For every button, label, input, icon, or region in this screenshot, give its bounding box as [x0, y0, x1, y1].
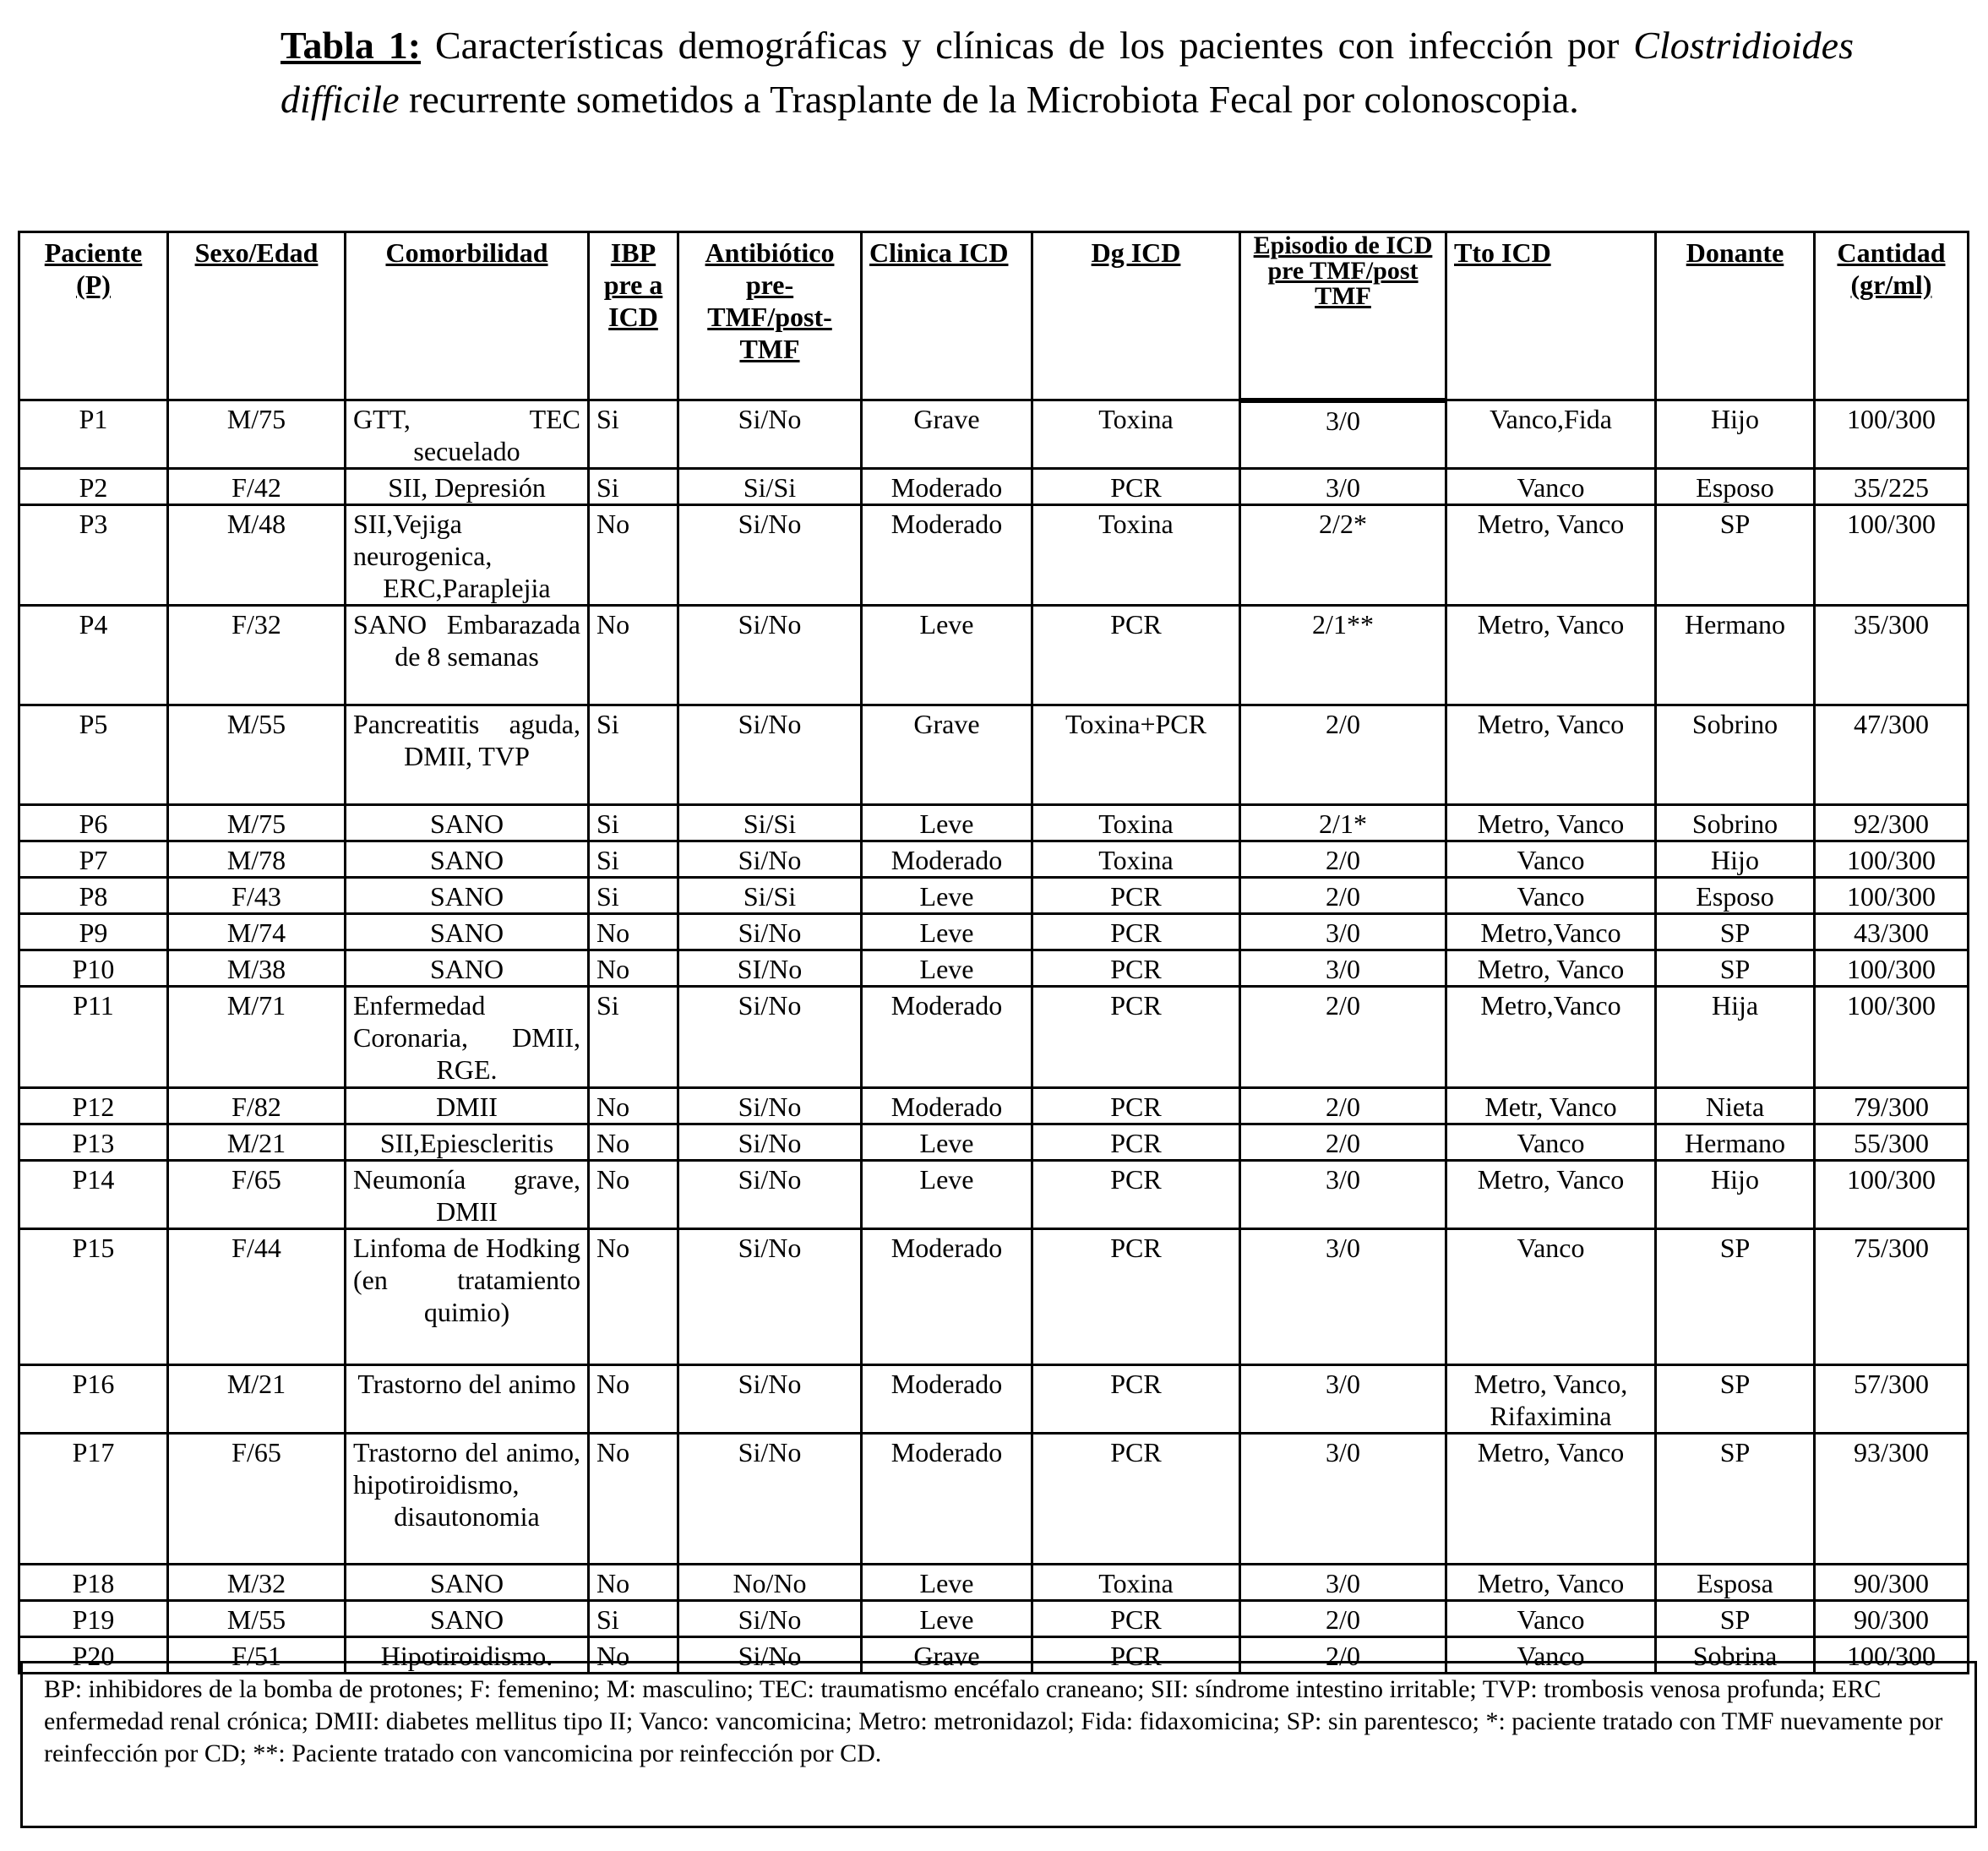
cell-tto: Vanco — [1446, 1124, 1656, 1161]
cell-comorbilidad: Hipotiroidismo. — [346, 1637, 589, 1674]
cell-dg-icd: PCR — [1032, 878, 1240, 914]
cell-tto: Metro, Vanco — [1446, 1434, 1656, 1565]
cell-ibp: Si — [589, 705, 678, 805]
cell-dg-icd: PCR — [1032, 1161, 1240, 1229]
cell-episodio: 3/0 — [1240, 1434, 1446, 1565]
cell-tto: Vanco — [1446, 841, 1656, 878]
cell-dg-icd: PCR — [1032, 1229, 1240, 1365]
table-row — [19, 1601, 1969, 1637]
cell-clinica: Grave — [862, 1637, 1032, 1674]
cell-donante: Hijo — [1656, 400, 1815, 469]
cell-antibiotico: Si/No — [678, 606, 862, 705]
cell-comorbilidad: Trastorno del animo — [346, 1365, 589, 1434]
footnote-box — [20, 1661, 1977, 1828]
cell-tto: Metro,Vanco — [1446, 914, 1656, 950]
cell-cantidad: 35/225 — [1815, 469, 1969, 505]
cell-clinica: Moderado — [862, 1434, 1032, 1565]
cell-sexo-edad: M/55 — [168, 1601, 346, 1637]
cell-clinica: Moderado — [862, 987, 1032, 1088]
cell-sexo-edad: F/43 — [168, 878, 346, 914]
cell-comorbilidad: DMII — [346, 1088, 589, 1124]
cell-antibiotico: Si/No — [678, 1124, 862, 1161]
cell-cantidad: 100/300 — [1815, 950, 1969, 987]
cell-donante: Sobrino — [1656, 705, 1815, 805]
cell-paciente: P17 — [19, 1434, 168, 1565]
cell-episodio: 2/0 — [1240, 1637, 1446, 1674]
cell-cantidad: 75/300 — [1815, 1229, 1969, 1365]
table-body — [19, 400, 1969, 1674]
cell-clinica: Moderado — [862, 1365, 1032, 1434]
table-row — [19, 1365, 1969, 1434]
cell-antibiotico: Si/Si — [678, 469, 862, 505]
cell-antibiotico: Si/No — [678, 987, 862, 1088]
cell-antibiotico: Si/No — [678, 841, 862, 878]
cell-tto: Metro, Vanco — [1446, 505, 1656, 606]
table-row — [19, 950, 1969, 987]
cell-dg-icd: PCR — [1032, 914, 1240, 950]
cell-donante: SP — [1656, 1601, 1815, 1637]
col-header-antibiotico: Antibiótico pre-TMF/post-TMF — [678, 232, 862, 400]
cell-sexo-edad: M/38 — [168, 950, 346, 987]
cell-dg-icd: Toxina — [1032, 400, 1240, 469]
cell-dg-icd: PCR — [1032, 1088, 1240, 1124]
cell-antibiotico: Si/No — [678, 400, 862, 469]
cell-antibiotico: Si/No — [678, 1088, 862, 1124]
cell-donante: Sobrina — [1656, 1637, 1815, 1674]
cell-comorbilidad: Neumonía grave, DMII — [346, 1161, 589, 1229]
cell-sexo-edad: M/74 — [168, 914, 346, 950]
cell-donante: Esposa — [1656, 1565, 1815, 1601]
cell-cantidad: 100/300 — [1815, 505, 1969, 606]
cell-paciente: P7 — [19, 841, 168, 878]
cell-cantidad: 100/300 — [1815, 878, 1969, 914]
col-header-paciente: Paciente (P) — [19, 232, 168, 400]
cell-cantidad: 79/300 — [1815, 1088, 1969, 1124]
cell-clinica: Moderado — [862, 1229, 1032, 1365]
cell-paciente: P1 — [19, 400, 168, 469]
cell-comorbilidad: SANO — [346, 805, 589, 841]
cell-donante: Hijo — [1656, 841, 1815, 878]
cell-donante: Esposo — [1656, 469, 1815, 505]
cell-cantidad: 90/300 — [1815, 1565, 1969, 1601]
cell-paciente: P8 — [19, 878, 168, 914]
table-row — [19, 914, 1969, 950]
cell-antibiotico: No/No — [678, 1565, 862, 1601]
cell-clinica: Moderado — [862, 1088, 1032, 1124]
cell-antibiotico: Si/No — [678, 1637, 862, 1674]
cell-tto: Vanco — [1446, 1229, 1656, 1365]
cell-cantidad: 100/300 — [1815, 400, 1969, 469]
cell-donante: SP — [1656, 914, 1815, 950]
cell-donante: Hijo — [1656, 1161, 1815, 1229]
cell-episodio: 2/0 — [1240, 1124, 1446, 1161]
cell-clinica: Moderado — [862, 469, 1032, 505]
cell-antibiotico: Si/Si — [678, 805, 862, 841]
cell-paciente: P13 — [19, 1124, 168, 1161]
table-row — [19, 1124, 1969, 1161]
cell-ibp: Si — [589, 400, 678, 469]
footnote-text: BP: inhibidores de la bomba de protones; F: femenino; M: masculino; TEC: traumatismo encéfalo craneano; SII: síndrome intestino irritable; TVP: trombosis venosa profunda; ERC enfermedad renal crónica; DMII: diabetes mellitus tipo II; Vanco: vancomicina; Metro: metronidazol; Fida: fidaxomicina; SP: sin parentesco; *: paciente tratado con TMF nuevamente por reinfección por CD; **: Paciente tratado con vancomicina por reinfección por CD. — [44, 1675, 1943, 1767]
cell-ibp: Si — [589, 841, 678, 878]
cell-clinica: Moderado — [862, 505, 1032, 606]
cell-antibiotico: Si/No — [678, 914, 862, 950]
cell-comorbilidad: SANO — [346, 914, 589, 950]
caption-label: Tabla 1: — [280, 24, 422, 67]
cell-paciente: P6 — [19, 805, 168, 841]
cell-antibiotico: Si/No — [678, 705, 862, 805]
cell-clinica: Leve — [862, 805, 1032, 841]
cell-ibp: Si — [589, 878, 678, 914]
table-row — [19, 1161, 1969, 1229]
col-header-clinica: Clinica ICD — [862, 232, 1032, 400]
col-header-sexo-edad: Sexo/Edad — [168, 232, 346, 400]
table-caption — [280, 19, 1854, 127]
cell-dg-icd: PCR — [1032, 1601, 1240, 1637]
cell-sexo-edad: F/65 — [168, 1161, 346, 1229]
cell-episodio: 3/0 — [1240, 1365, 1446, 1434]
cell-episodio: 2/0 — [1240, 1088, 1446, 1124]
cell-episodio: 2/0 — [1240, 987, 1446, 1088]
table-row — [19, 878, 1969, 914]
cell-dg-icd: Toxina — [1032, 505, 1240, 606]
cell-paciente: P5 — [19, 705, 168, 805]
cell-dg-icd: Toxina — [1032, 805, 1240, 841]
cell-donante: SP — [1656, 1229, 1815, 1365]
cell-paciente: P16 — [19, 1365, 168, 1434]
table-row — [19, 705, 1969, 805]
cell-donante: SP — [1656, 1365, 1815, 1434]
cell-ibp: No — [589, 1229, 678, 1365]
cell-donante: Sobrino — [1656, 805, 1815, 841]
cell-cantidad: 47/300 — [1815, 705, 1969, 805]
table-row — [19, 841, 1969, 878]
cell-comorbilidad: GTT, TEC secuelado — [346, 400, 589, 469]
cell-episodio: 2/0 — [1240, 1601, 1446, 1637]
cell-paciente: P4 — [19, 606, 168, 705]
caption-text-1: Características demográficas y clínicas de los pacientes con infección por — [421, 24, 1634, 67]
cell-episodio: 3/0 — [1240, 400, 1446, 469]
cell-episodio: 2/2* — [1240, 505, 1446, 606]
table-row — [19, 1229, 1969, 1365]
cell-antibiotico: Si/No — [678, 1161, 862, 1229]
cell-dg-icd: PCR — [1032, 1637, 1240, 1674]
cell-ibp: No — [589, 606, 678, 705]
cell-dg-icd: PCR — [1032, 987, 1240, 1088]
cell-sexo-edad: F/32 — [168, 606, 346, 705]
cell-ibp: Si — [589, 805, 678, 841]
cell-comorbilidad: Pancreatitis aguda, DMII, TVP — [346, 705, 589, 805]
cell-antibiotico: Si/No — [678, 505, 862, 606]
cell-donante: SP — [1656, 1434, 1815, 1565]
cell-ibp: No — [589, 1565, 678, 1601]
cell-ibp: No — [589, 1365, 678, 1434]
cell-episodio: 3/0 — [1240, 1161, 1446, 1229]
cell-sexo-edad: M/71 — [168, 987, 346, 1088]
cell-episodio: 2/1* — [1240, 805, 1446, 841]
cell-comorbilidad: SANO — [346, 878, 589, 914]
cell-ibp: No — [589, 505, 678, 606]
cell-tto: Metro, Vanco — [1446, 606, 1656, 705]
cell-sexo-edad: F/42 — [168, 469, 346, 505]
cell-episodio: 3/0 — [1240, 950, 1446, 987]
cell-tto: Metro, Vanco — [1446, 805, 1656, 841]
cell-episodio: 3/0 — [1240, 469, 1446, 505]
table-row — [19, 1088, 1969, 1124]
cell-paciente: P2 — [19, 469, 168, 505]
cell-donante: Hermano — [1656, 1124, 1815, 1161]
cell-sexo-edad: M/55 — [168, 705, 346, 805]
cell-donante: SP — [1656, 505, 1815, 606]
cell-ibp: Si — [589, 987, 678, 1088]
cell-dg-icd: PCR — [1032, 1365, 1240, 1434]
cell-ibp: Si — [589, 1601, 678, 1637]
cell-ibp: No — [589, 1124, 678, 1161]
cell-comorbilidad: SANO — [346, 1565, 589, 1601]
cell-comorbilidad: Trastorno del animo, hipotiroidismo, disautonomia — [346, 1434, 589, 1565]
cell-cantidad: 100/300 — [1815, 1161, 1969, 1229]
cell-tto: Metro, Vanco — [1446, 1161, 1656, 1229]
cell-dg-icd: Toxina — [1032, 1565, 1240, 1601]
table-row — [19, 400, 1969, 469]
cell-tto: Vanco,Fida — [1446, 400, 1656, 469]
cell-tto: Metro, Vanco — [1446, 950, 1656, 987]
cell-clinica: Grave — [862, 705, 1032, 805]
cell-paciente: P19 — [19, 1601, 168, 1637]
cell-sexo-edad: F/82 — [168, 1088, 346, 1124]
cell-sexo-edad: F/51 — [168, 1637, 346, 1674]
cell-sexo-edad: M/78 — [168, 841, 346, 878]
cell-paciente: P15 — [19, 1229, 168, 1365]
col-header-dg-icd: Dg ICD — [1032, 232, 1240, 400]
col-header-episodio: Episodio de ICD pre TMF/post TMF — [1240, 232, 1446, 400]
cell-comorbilidad: SANO — [346, 841, 589, 878]
col-header-donante: Donante — [1656, 232, 1815, 400]
cell-dg-icd: PCR — [1032, 606, 1240, 705]
cell-donante: Esposo — [1656, 878, 1815, 914]
cell-episodio: 3/0 — [1240, 1565, 1446, 1601]
table-row — [19, 505, 1969, 606]
header-row — [19, 232, 1969, 400]
cell-paciente: P10 — [19, 950, 168, 987]
cell-tto: Metro,Vanco — [1446, 987, 1656, 1088]
cell-cantidad: 55/300 — [1815, 1124, 1969, 1161]
table-row — [19, 469, 1969, 505]
cell-cantidad: 43/300 — [1815, 914, 1969, 950]
cell-clinica: Leve — [862, 1124, 1032, 1161]
cell-clinica: Leve — [862, 914, 1032, 950]
table-row — [19, 1434, 1969, 1565]
col-header-tto: Tto ICD — [1446, 232, 1656, 400]
cell-ibp: No — [589, 1434, 678, 1565]
cell-paciente: P11 — [19, 987, 168, 1088]
cell-clinica: Moderado — [862, 841, 1032, 878]
cell-tto: Metro, Vanco, Rifaximina — [1446, 1365, 1656, 1434]
cell-antibiotico: SI/No — [678, 950, 862, 987]
cell-comorbilidad: SII, Depresión — [346, 469, 589, 505]
cell-dg-icd: PCR — [1032, 469, 1240, 505]
cell-cantidad: 100/300 — [1815, 1637, 1969, 1674]
cell-episodio: 2/1** — [1240, 606, 1446, 705]
cell-clinica: Leve — [862, 878, 1032, 914]
cell-sexo-edad: M/21 — [168, 1124, 346, 1161]
cell-paciente: P18 — [19, 1565, 168, 1601]
cell-ibp: No — [589, 950, 678, 987]
table-row — [19, 805, 1969, 841]
cell-sexo-edad: M/32 — [168, 1565, 346, 1601]
cell-sexo-edad: M/21 — [168, 1365, 346, 1434]
cell-donante: Hija — [1656, 987, 1815, 1088]
cell-tto: Metr, Vanco — [1446, 1088, 1656, 1124]
cell-paciente: P12 — [19, 1088, 168, 1124]
caption-species: Clostridioides difficile — [280, 24, 1854, 121]
cell-comorbilidad: SANO Embarazada de 8 semanas — [346, 606, 589, 705]
cell-cantidad: 35/300 — [1815, 606, 1969, 705]
cell-paciente: P3 — [19, 505, 168, 606]
cell-comorbilidad: Enfermedad Coronaria, DMII, RGE. — [346, 987, 589, 1088]
cell-paciente: P14 — [19, 1161, 168, 1229]
col-header-comorbilidad: Comorbilidad — [346, 232, 589, 400]
cell-donante: Hermano — [1656, 606, 1815, 705]
cell-comorbilidad: SII,Epiescleritis — [346, 1124, 589, 1161]
cell-antibiotico: Si/No — [678, 1601, 862, 1637]
cell-clinica: Leve — [862, 1565, 1032, 1601]
col-header-ibp: IBP pre a ICD — [589, 232, 678, 400]
cell-comorbilidad: SANO — [346, 950, 589, 987]
cell-ibp: No — [589, 1637, 678, 1674]
cell-cantidad: 100/300 — [1815, 987, 1969, 1088]
cell-episodio: 2/0 — [1240, 841, 1446, 878]
cell-sexo-edad: F/65 — [168, 1434, 346, 1565]
col-header-cantidad: Cantidad (gr/ml) — [1815, 232, 1969, 400]
cell-dg-icd: Toxina+PCR — [1032, 705, 1240, 805]
cell-sexo-edad: M/75 — [168, 400, 346, 469]
cell-tto: Metro, Vanco — [1446, 1565, 1656, 1601]
cell-dg-icd: PCR — [1032, 1434, 1240, 1565]
cell-clinica: Leve — [862, 1161, 1032, 1229]
cell-antibiotico: Si/No — [678, 1229, 862, 1365]
cell-dg-icd: Toxina — [1032, 841, 1240, 878]
table-row — [19, 606, 1969, 705]
cell-ibp: Si — [589, 469, 678, 505]
cell-antibiotico: Si/No — [678, 1365, 862, 1434]
cell-clinica: Grave — [862, 400, 1032, 469]
cell-tto: Vanco — [1446, 469, 1656, 505]
cell-ibp: No — [589, 1088, 678, 1124]
cell-clinica: Leve — [862, 1601, 1032, 1637]
cell-dg-icd: PCR — [1032, 1124, 1240, 1161]
cell-sexo-edad: F/44 — [168, 1229, 346, 1365]
cell-tto: Vanco — [1446, 1601, 1656, 1637]
cell-ibp: No — [589, 914, 678, 950]
cell-clinica: Leve — [862, 606, 1032, 705]
cell-cantidad: 92/300 — [1815, 805, 1969, 841]
cell-paciente: P9 — [19, 914, 168, 950]
cell-comorbilidad: Linfoma de Hodking (en tratamiento quimio) — [346, 1229, 589, 1365]
cell-comorbilidad: SANO — [346, 1601, 589, 1637]
cell-clinica: Leve — [862, 950, 1032, 987]
cell-tto: Metro, Vanco — [1446, 705, 1656, 805]
cell-cantidad: 93/300 — [1815, 1434, 1969, 1565]
table-row — [19, 987, 1969, 1088]
cell-tto: Vanco — [1446, 1637, 1656, 1674]
cell-cantidad: 100/300 — [1815, 841, 1969, 878]
cell-cantidad: 90/300 — [1815, 1601, 1969, 1637]
cell-episodio: 3/0 — [1240, 1229, 1446, 1365]
cell-antibiotico: Si/No — [678, 1434, 862, 1565]
cell-antibiotico: Si/Si — [678, 878, 862, 914]
cell-donante: Nieta — [1656, 1088, 1815, 1124]
cell-sexo-edad: M/75 — [168, 805, 346, 841]
cell-episodio: 2/0 — [1240, 705, 1446, 805]
cell-donante: SP — [1656, 950, 1815, 987]
cell-dg-icd: PCR — [1032, 950, 1240, 987]
cell-sexo-edad: M/48 — [168, 505, 346, 606]
caption-text-2: recurrente sometidos a Trasplante de la Microbiota Fecal por colonoscopia. — [399, 78, 1579, 121]
patient-table — [18, 231, 1969, 1674]
cell-episodio: 3/0 — [1240, 914, 1446, 950]
cell-cantidad: 57/300 — [1815, 1365, 1969, 1434]
table-row — [19, 1565, 1969, 1601]
cell-comorbilidad: SII,Vejiga neurogenica, ERC,Paraplejia — [346, 505, 589, 606]
cell-tto: Vanco — [1446, 878, 1656, 914]
cell-paciente: P20 — [19, 1637, 168, 1674]
cell-episodio: 2/0 — [1240, 878, 1446, 914]
cell-ibp: No — [589, 1161, 678, 1229]
